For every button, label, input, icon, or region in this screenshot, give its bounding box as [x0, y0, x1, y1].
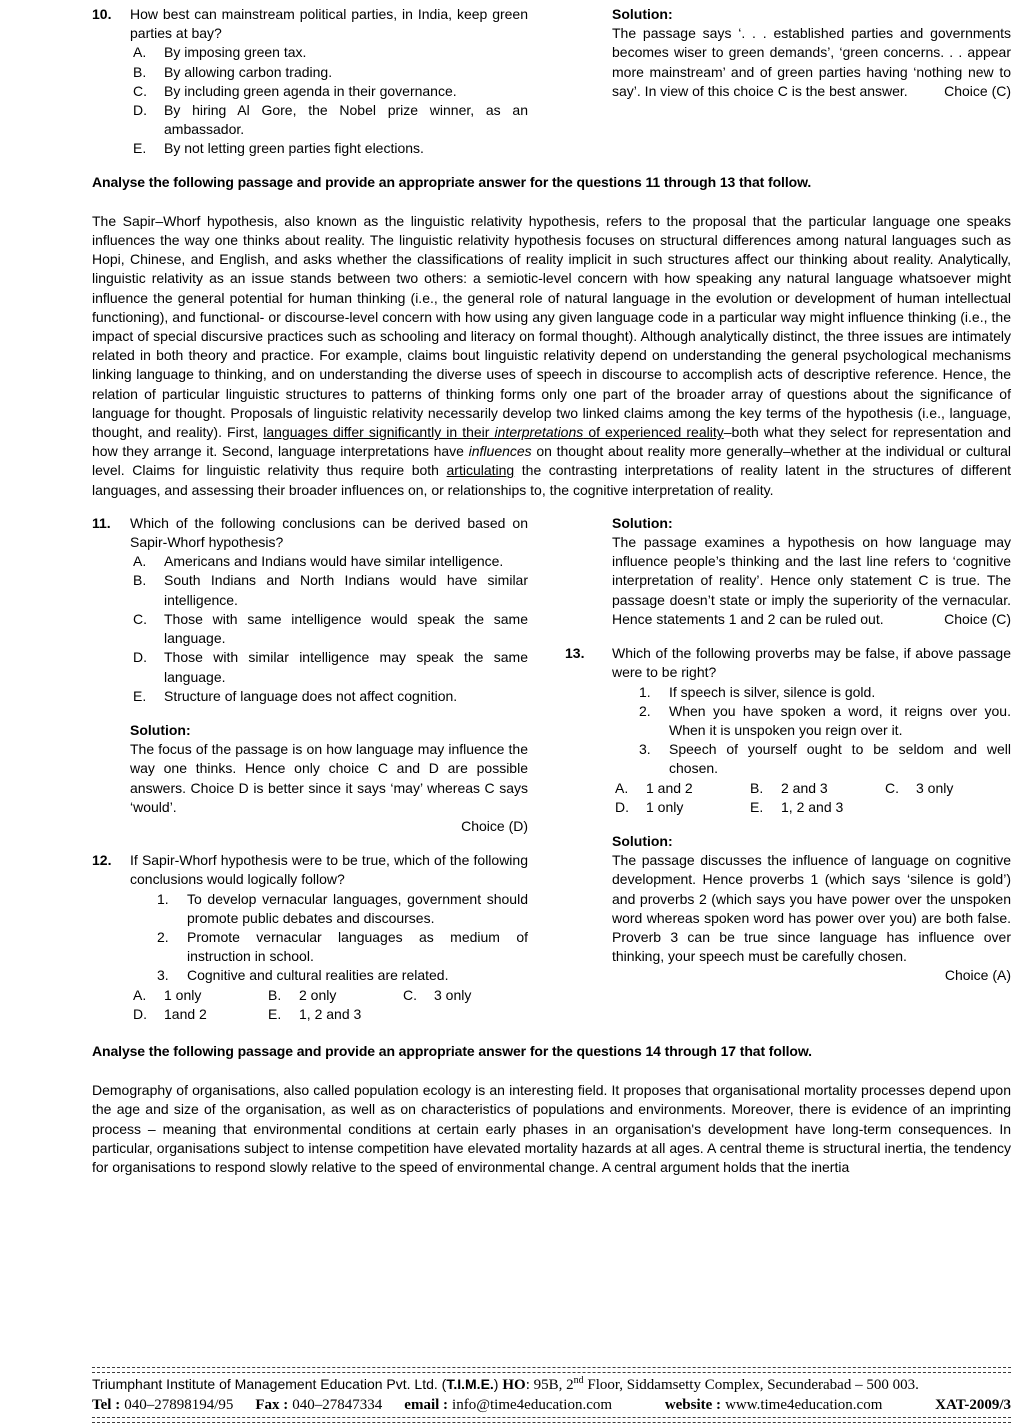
- answer-option-e: [750, 798, 843, 817]
- footer-top-rule: [92, 1367, 1011, 1373]
- option-text: 3 only: [916, 779, 954, 796]
- statement-text: Promote vernacular languages as medium of instruction in school.: [187, 928, 528, 965]
- question-number: 13.: [565, 645, 585, 662]
- website-value: www.time4education.com: [725, 1397, 883, 1413]
- option-letter: E.: [750, 798, 764, 815]
- solution-text: The focus of the passage is on how language may influence the way one thinks. Hence only choice C and D are possible answers. Choice D is better since it says ‘may’ whereas C says ‘would’.: [130, 741, 528, 815]
- footer-org-name: Triumphant Institute of Management Education Pvt. Ltd. (: [92, 1376, 447, 1392]
- question-11: [92, 514, 528, 706]
- page-code: XAT-2009/3: [935, 1397, 1011, 1413]
- footer-contact-left: [92, 1396, 616, 1415]
- answer-row-2: [612, 798, 1011, 817]
- answer-option-a: [133, 986, 268, 1005]
- footer-ho-label: HO: [502, 1377, 526, 1393]
- fax-label: Fax :: [255, 1397, 289, 1413]
- question-text: Which of the following conclusions can be derived based on Sapir-Whorf hypothesis?: [130, 514, 528, 551]
- tel-label: Tel :: [92, 1397, 121, 1413]
- solution-text: [612, 24, 1011, 101]
- option-letter: E.: [133, 687, 147, 704]
- answer-row-1: [130, 986, 528, 1005]
- footer-contact-line: [92, 1396, 1011, 1415]
- option-e: [130, 687, 528, 706]
- answer-choice: Choice (A): [944, 967, 1011, 984]
- option-text: 1and 2: [164, 1005, 207, 1022]
- option-letter: C.: [133, 610, 147, 627]
- option-text: By hiring Al Gore, the Nobel prize winner, as an ambassador.: [164, 102, 528, 138]
- statement-text: To develop vernacular languages, government should promote public debates and discourses.: [187, 890, 528, 926]
- option-text: Those with same intelligence would speak the same language.: [164, 610, 528, 647]
- answer-option-c: [403, 986, 471, 1005]
- answer-choice: Choice (D): [461, 817, 528, 834]
- answer-row-2: [130, 1005, 528, 1024]
- option-letter: D.: [133, 649, 147, 666]
- option-text: 2 only: [299, 986, 337, 1003]
- answer-choice: Choice (C): [944, 82, 1011, 99]
- question-body: [130, 5, 528, 159]
- statement-2: [130, 928, 528, 966]
- answer-option-d: [133, 1005, 268, 1024]
- solution-13: [612, 832, 1011, 986]
- question-number: 10.: [92, 6, 112, 22]
- option-text: Structure of language does not affect cognition.: [164, 687, 458, 704]
- solution-label: Solution:: [612, 832, 673, 849]
- question-text: Which of the following proverbs may be false, if above passage were to be right?: [612, 645, 1011, 681]
- option-letter: B.: [750, 779, 764, 796]
- option-a: [130, 43, 528, 62]
- statement-2: [612, 702, 1011, 740]
- passage-instruction-1: Analyse the following passage and provide an appropriate answer for the questions 11 through 13 that follow.: [92, 173, 812, 190]
- solution-label: Solution:: [612, 514, 673, 531]
- option-text: 1 and 2: [646, 779, 693, 796]
- option-text: Americans and Indians would have similar intelligence.: [164, 553, 504, 570]
- option-text: 2 and 3: [781, 779, 828, 796]
- solution-11: [130, 721, 528, 836]
- answer-option-c: [885, 779, 953, 798]
- page-footer: [92, 1367, 1011, 1423]
- option-text: 3 only: [434, 986, 472, 1003]
- question-12: [92, 851, 528, 1024]
- question-number: 12.: [92, 852, 112, 869]
- option-b: [130, 571, 528, 609]
- email-label: email :: [404, 1397, 449, 1413]
- option-text: 1, 2 and 3: [299, 1005, 362, 1022]
- solution-body: The passage says ‘. . . established parties and governments becomes wiser to green demands’, ‘green concerns. . . appear more mainstream’ and of green parties having ‘nothing new to say’. In view of this choice C is the best answer.: [612, 25, 1011, 99]
- option-text: South Indians and North Indians would have similar intelligence.: [164, 572, 528, 608]
- footer-paren: ): [493, 1376, 503, 1392]
- left-column: [92, 514, 528, 1024]
- email-value: info@time4education.com: [452, 1397, 613, 1413]
- option-b: [130, 63, 528, 82]
- option-letter: E.: [268, 1005, 282, 1022]
- footer-website: [665, 1396, 887, 1415]
- question-body: [130, 851, 528, 1024]
- statement-3: [612, 740, 1011, 778]
- answer-option-b: [750, 779, 885, 798]
- footer-address: : 95B, 2nd Floor, Siddamsetty Complex, Secunderabad – 500 003.: [525, 1375, 919, 1393]
- answer-option-b: [268, 986, 403, 1005]
- question-row-10: [92, 5, 1011, 159]
- footer-brand: T.I.M.E.: [446, 1376, 494, 1392]
- question-number: 11.: [92, 514, 111, 531]
- option-letter: B.: [268, 986, 282, 1003]
- footer-address-line: [92, 1375, 1011, 1395]
- statement-text: If speech is silver, silence is gold.: [669, 683, 876, 700]
- option-letter: A.: [133, 553, 147, 570]
- question-body: [612, 644, 1011, 817]
- question-10: [92, 5, 528, 159]
- website-label: website :: [664, 1397, 722, 1413]
- statement-number: 2.: [639, 702, 651, 719]
- option-letter: B.: [133, 63, 147, 80]
- question-text: If Sapir-Whorf hypothesis were to be true, which of the following conclusions would logically follow?: [130, 852, 528, 888]
- option-text: 1 only: [646, 798, 684, 815]
- option-letter: E.: [133, 140, 147, 157]
- option-text: 1, 2 and 3: [781, 798, 844, 815]
- statement-number: 3.: [639, 741, 651, 758]
- option-letter: C.: [885, 779, 899, 796]
- option-letter: D.: [133, 102, 147, 119]
- footer-bottom-rule: [92, 1417, 1011, 1423]
- fax-value: 040–27847334: [292, 1397, 383, 1413]
- passage-sapir-whorf: The Sapir–Whorf hypothesis, also known as the linguistic relativity hypothesis, refers to the proposal that the particular language one speaks influences the way one thinks about reality. The linguistic relativity hypothesis focuses on structural differences among natural languages such as Hopi, Chinese, and English, and asks whether the classifications of reality implicit in such structures affect our thinking about reality. Analytically, linguistic relativity as an issue stands between two others: a semiotic-level concern with how speaking any natural language whatsoever might influence the general potential for human thinking (i.e., the general role of natural language in the evolution or development of human intellectual functioning), and functional- or discourse-level concern with how using any given language code in a particular way might influence thinking (i.e., the impact of special discursive practices such as schooling and literacy on formal thought). Although analytically distinct, the three issues are intimately related in both theory and practice. For example, claims bout linguistic relativity depend on understanding the general psychological mechanisms linking language to thinking, and on understanding the diverse uses of speech in discourse to accomplish acts of descriptive reference. Hence, the relation of particular linguistic structures to patterns of thinking forms only one part of the broader array of questions about the significance of language for thought. Proposals of linguistic relativity necessarily develop two linked claims among the key terms of the hypothesis (i.e., language, thought, and reality). First, languages differ significantly in their interpretations of experienced reality–both what they select for representation and how they arrange it. Second, language interpretations have influences on thought about reality more generally–whether at the individual or cultural level. Claims for linguistic relativity thus require both articulating the contrasting interpretations of reality latent in the structures of different languages, and assessing their broader influences on, or relationships to, the cognitive interpretation of reality.: [92, 212, 1012, 498]
- option-text: By not letting green parties fight elections.: [164, 140, 424, 157]
- solution-12: [612, 514, 1011, 629]
- option-text: 1 only: [164, 986, 202, 1003]
- option-d: [130, 101, 528, 139]
- statement-number: 2.: [157, 928, 169, 945]
- option-letter: C.: [133, 82, 147, 99]
- answer-option-e: [268, 1005, 361, 1024]
- solution-text: [612, 533, 1011, 629]
- footer-ordinal-sup: nd: [573, 1375, 584, 1386]
- passage-demography: Demography of organisations, also called population ecology is an interesting field. It proposes that organisational mortality processes depend upon the age and size of the organisation, as well as on characteristics of populations and environments. Moreover, there is evidence of an imprinting process – meaning that environmental conditions at certain early phases in an organisation's development have long-term consequences. In particular, organisations subject to intense competition have elevated mortality hazards at all ages. A central theme is structural inertia, the tendency for organisations to respond slowly relative to the speed of environmental change. A central argument holds that the inertia: [92, 1082, 1011, 1175]
- option-letter: A.: [133, 986, 147, 1003]
- solution-body: The passage examines a hypothesis on how language may influence people’s thinking and the last line refers to ‘cognitive interpretation of reality’. Hence only statement C is true. The passage doesn’t state or imply the superiority of the vernacular. Hence statements 1 and 2 can be ruled out.: [612, 534, 1011, 627]
- option-c: [130, 610, 528, 648]
- s10-column: [565, 5, 1011, 159]
- answer-option-d: [615, 798, 750, 817]
- option-letter: B.: [133, 572, 147, 589]
- statement-text: When you have spoken a word, it reigns over you. When it is unspoken you reign over it.: [669, 702, 1011, 738]
- answer-choice: Choice (C): [944, 610, 1011, 627]
- question-body: [130, 514, 528, 706]
- statement-number: 3.: [157, 967, 169, 984]
- answer-row-1: [612, 779, 1011, 798]
- statement-number: 1.: [157, 890, 169, 907]
- solution-label: Solution:: [612, 6, 673, 22]
- solution-text: The passage discusses the influence of language on cognitive development. Hence proverbs 1 (which says ‘silence is gold’) and proverbs 2 (which says you have power over the unspoken word whereas spoken word has power over you) are both false. Proverb 3 can be true since language has influence over thinking, your speech must be carefully chosen.: [612, 852, 1011, 965]
- right-column: [565, 514, 1011, 1024]
- passage-instruction-2: Analyse the following passage and provide an appropriate answer for the questions 14 through 17 that follow.: [92, 1042, 812, 1059]
- question-rows-11-13: [92, 514, 1011, 1024]
- option-letter: A.: [133, 44, 147, 61]
- statement-1: [612, 683, 1011, 702]
- option-text: By including green agenda in their governance.: [164, 82, 457, 99]
- statement-text: Cognitive and cultural realities are related.: [187, 967, 449, 984]
- option-text: Those with similar intelligence may speak the same language.: [164, 649, 528, 685]
- option-letter: A.: [615, 779, 629, 796]
- option-a: [130, 552, 528, 571]
- statement-number: 1.: [639, 683, 651, 700]
- solution-label: Solution:: [130, 721, 191, 738]
- option-text: By allowing carbon trading.: [164, 63, 333, 80]
- statement-3: [130, 966, 528, 985]
- option-d: [130, 648, 528, 686]
- option-e: [130, 139, 528, 158]
- solution-10: [612, 5, 1011, 101]
- statement-1: [130, 890, 528, 928]
- question-text: How best can mainstream political parties, in India, keep green parties at bay?: [130, 6, 528, 42]
- answer-option-a: [615, 779, 750, 798]
- option-letter: D.: [133, 1005, 147, 1022]
- option-letter: C.: [403, 986, 417, 1003]
- option-text: By imposing green tax.: [164, 44, 307, 61]
- statement-text: Speech of yourself ought to be seldom and well chosen.: [669, 741, 1011, 777]
- q10-column: [92, 5, 528, 159]
- option-c: [130, 82, 528, 101]
- option-letter: D.: [615, 798, 629, 815]
- tel-value: 040–27898194/95: [124, 1397, 234, 1413]
- question-13: [565, 644, 1011, 817]
